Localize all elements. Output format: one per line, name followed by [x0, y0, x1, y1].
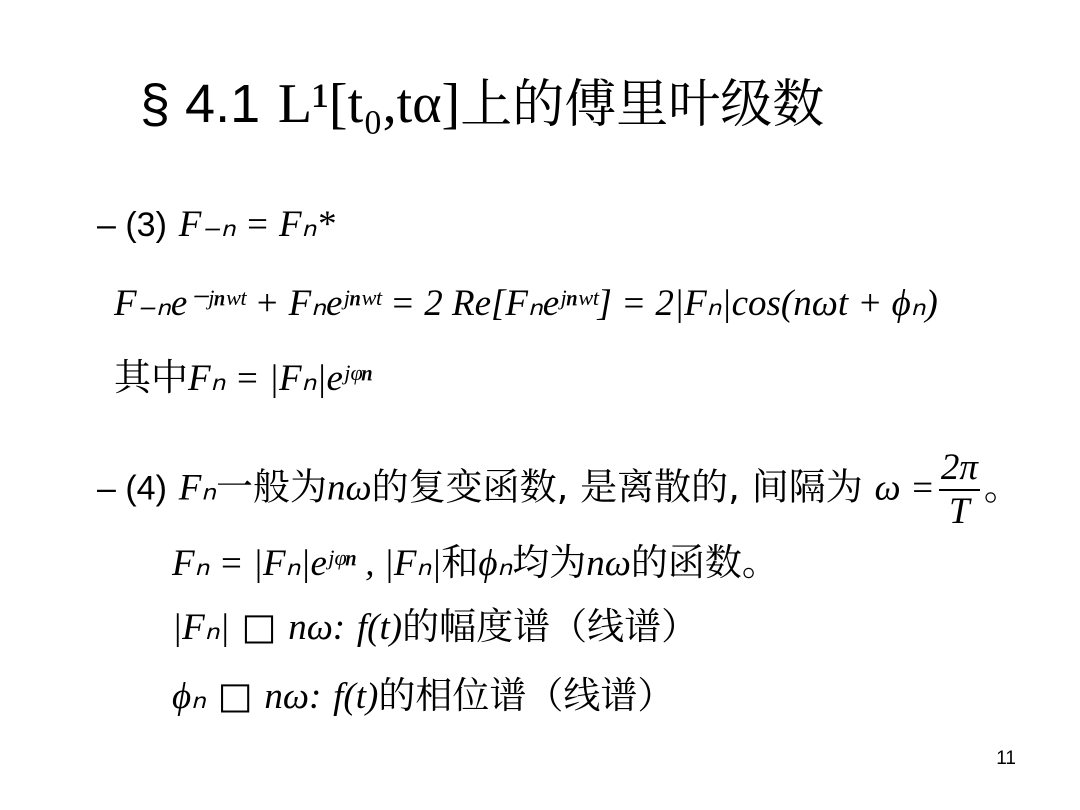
polar-formula-2: Fₙ = |Fₙ|eʲᵠⁿ , |Fₙ|: [172, 543, 442, 584]
text-function-of: 的函数。: [630, 541, 779, 584]
text-general: 一般为: [216, 465, 328, 509]
polar-formula: Fₙ = |Fₙ|eʲᵠⁿ: [188, 358, 372, 399]
bullet-label: – (4): [97, 469, 167, 508]
ft-symbol: f(t): [356, 607, 403, 648]
omega-eq: ω =: [874, 467, 935, 509]
magnitude-symbol: |Fₙ|: [172, 607, 230, 648]
n-omega-symbol: nω:: [288, 607, 346, 648]
n-omega-symbol: nω:: [264, 676, 322, 717]
polar-functions-line: [172, 537, 779, 590]
phi-symbol: ϕₙ: [172, 676, 206, 717]
fraction-numerator: 2π: [939, 447, 980, 491]
missing-glyph-box: □: [217, 674, 253, 717]
where-line: [114, 352, 372, 405]
phi-symbol: ϕₙ: [478, 543, 513, 584]
interval-fraction: [939, 447, 980, 533]
phase-spectrum-text: 的相位谱（线谱）: [378, 674, 675, 717]
real-part-formula: F₋ₙe⁻ʲⁿʷᵗ + Fₙeʲⁿʷᵗ = 2 Re[Fₙeʲⁿʷᵗ] = 2|Fₙ|cos(nωt + ϕₙ): [114, 283, 938, 324]
function-space: L¹[t₀,tα]: [277, 73, 461, 135]
text-discrete: 的复变函数, 是离散的, 间隔为: [371, 465, 863, 509]
missing-glyph-box: □: [241, 605, 277, 648]
text-all-are: 均为: [512, 541, 587, 584]
conjugate-formula: F₋ₙ = Fₙ*: [178, 204, 335, 245]
title-text: 上的傅里叶级数: [460, 75, 825, 135]
re-formula-line: [114, 277, 938, 330]
section-number: § 4.1: [140, 74, 261, 134]
fn-symbol: Fₙ: [178, 467, 217, 509]
bullet-label: – (3): [97, 206, 167, 244]
period-mark: 。: [983, 465, 1021, 509]
n-omega-symbol: nω: [586, 543, 631, 584]
fraction-denominator: T: [949, 491, 970, 532]
slide-title: [140, 64, 824, 145]
page-number: 11: [996, 748, 1016, 769]
ft-symbol: f(t): [333, 676, 379, 717]
amplitude-spectrum-line: [172, 601, 698, 654]
item-4-line: [97, 447, 1021, 533]
phase-spectrum-line: [172, 670, 674, 723]
text-and: 和: [441, 541, 479, 584]
n-omega-symbol: nω: [327, 467, 372, 509]
where-text: 其中: [114, 356, 188, 399]
item-3-line: [97, 198, 335, 251]
amplitude-spectrum-text: 的幅度谱（线谱）: [402, 605, 699, 648]
